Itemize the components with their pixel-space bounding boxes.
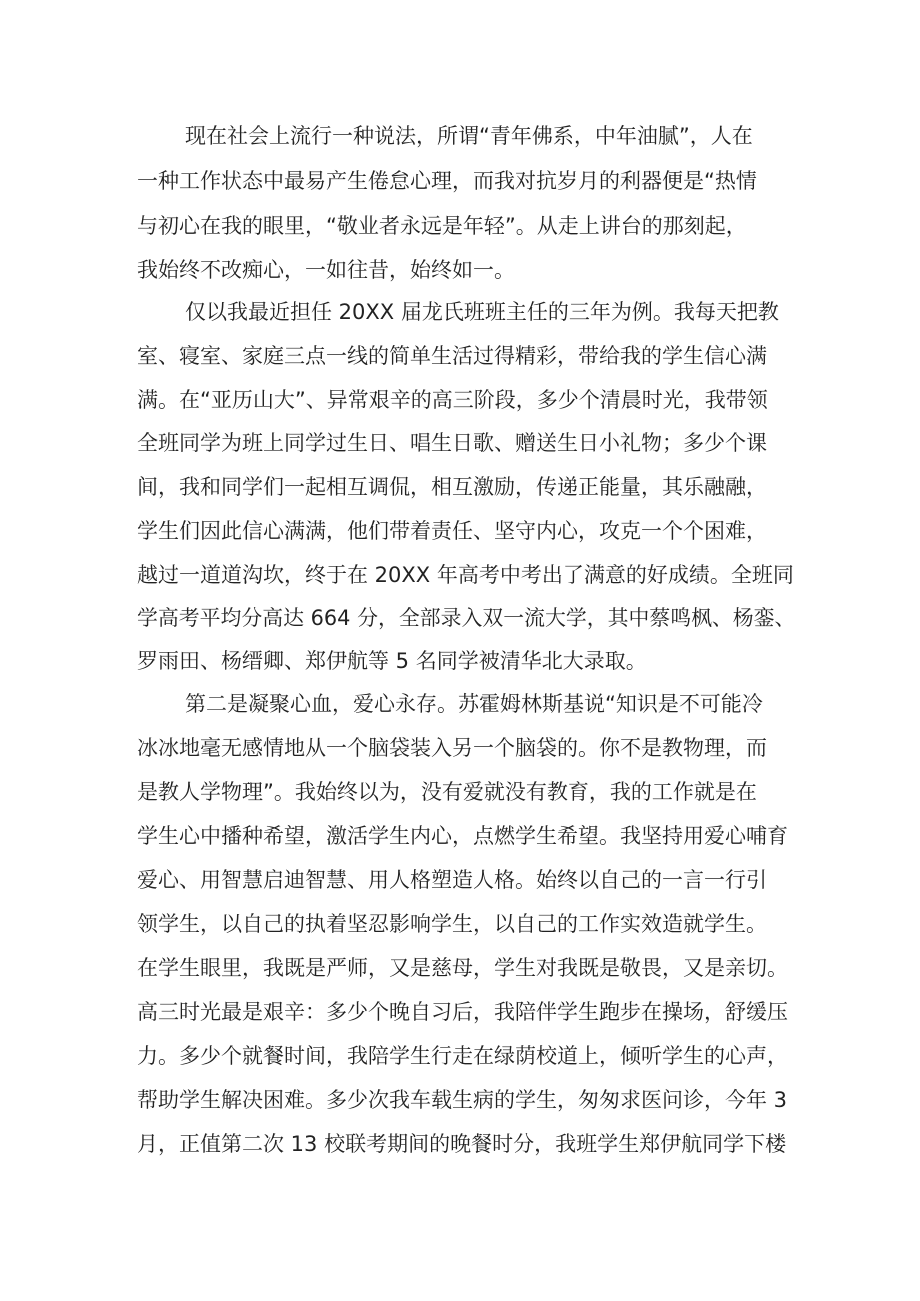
text-line: 室、寝室、家庭三点一线的简单生活过得精彩，带给我的学生信心满 bbox=[137, 344, 767, 368]
text-line: 月，正值第二次 13 校联考期间的晚餐时分，我班学生郑伊航同学下楼 bbox=[137, 1132, 787, 1156]
text-line: 在学生眼里，我既是严师，又是慈母，学生对我既是敬畏，又是亲切。 bbox=[137, 956, 788, 980]
text-line: 力。多少个就餐时间，我陪学生行走在绿荫校道上，倾听学生的心声， bbox=[137, 1044, 788, 1068]
text-line: 第二是凝聚心血，爱心永存。苏霍姆林斯基说“知识是不可能冷 bbox=[185, 692, 763, 716]
text-line: 仅以我最近担任 20XX 届龙氏班班主任的三年为例。我每天把教 bbox=[185, 300, 779, 324]
text-line: 一种工作状态中最易产生倦怠心理，而我对抗岁月的利器便是“热情 bbox=[137, 169, 757, 193]
text-line: 全班同学为班上同学过生日、唱生日歌、赠送生日小礼物；多少个课 bbox=[137, 431, 767, 455]
text-line: 间，我和同学们一起相互调侃，相互激励，传递正能量，其乐融融， bbox=[137, 475, 767, 499]
text-line: 满。在“亚历山大”、异常艰辛的高三阶段，多少个清晨时光，我带领 bbox=[137, 388, 768, 412]
text-line: 我始终不改痴心，一如往昔，始终如一。 bbox=[137, 258, 515, 282]
text-line: 现在社会上流行一种说法，所谓“青年佛系，中年油腻”，人在 bbox=[185, 124, 753, 148]
text-line: 学高考平均分高达 664 分，全部录入双一流大学，其中蔡鸣枫、杨銮、 bbox=[137, 606, 796, 630]
text-line: 高三时光最是艰辛：多少个晚自习后，我陪伴学生跑步在操场，舒缓压 bbox=[137, 1000, 788, 1024]
text-line: 冰冰地毫无感情地从一个脑袋装入另一个脑袋的。你不是教物理，而 bbox=[137, 736, 767, 760]
text-line: 与初心在我的眼里，“敬业者永远是年轻”。从走上讲台的那刻起， bbox=[137, 214, 747, 238]
text-line: 罗雨田、杨缙卿、郑伊航等 5 名同学被清华北大录取。 bbox=[137, 649, 647, 673]
text-line: 学生心中播种希望，激活学生内心，点燃学生希望。我坚持用爱心哺育 bbox=[137, 824, 788, 848]
text-line: 帮助学生解决困难。多少次我车载生病的学生，匆匆求医问诊，今年 3 bbox=[137, 1088, 788, 1112]
text-line: 越过一道道沟坎，终于在 20XX 年高考中考出了满意的好成绩。全班同 bbox=[137, 563, 794, 587]
text-line: 爱心、用智慧启迪智慧、用人格塑造人格。始终以自己的一言一行引 bbox=[137, 868, 767, 892]
text-line: 学生们因此信心满满，他们带着责任、坚守内心，攻克一个个困难， bbox=[137, 519, 767, 543]
text-line: 是教人学物理”。我始终以为，没有爱就没有教育，我的工作就是在 bbox=[137, 780, 757, 804]
text-line: 领学生，以自己的执着坚忍影响学生，以自己的工作实效造就学生。 bbox=[137, 912, 767, 936]
